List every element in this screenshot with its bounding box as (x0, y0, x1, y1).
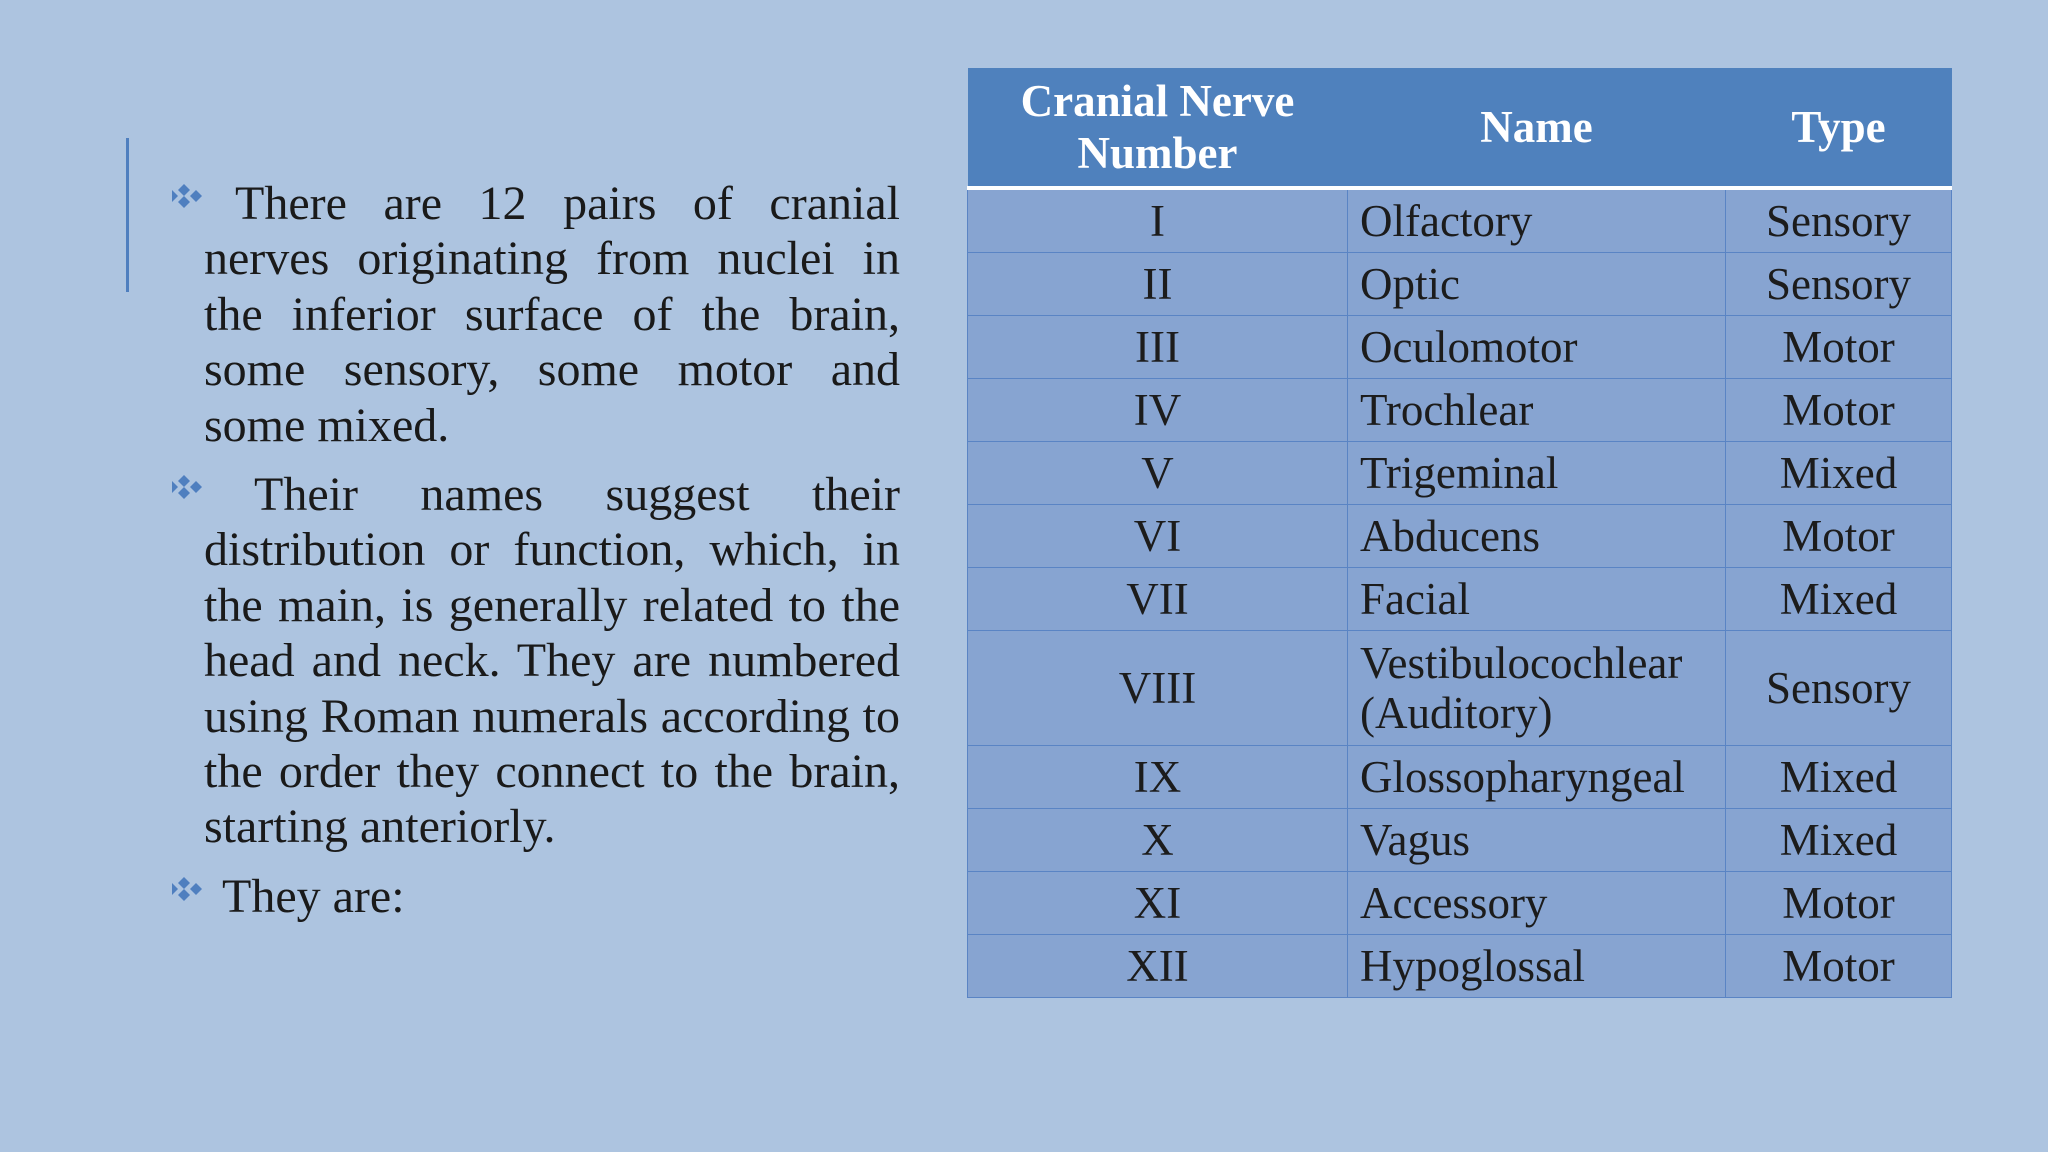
cell-number: X (968, 809, 1348, 872)
cell-type: Motor (1726, 316, 1952, 379)
cell-number: I (968, 188, 1348, 253)
cell-type: Mixed (1726, 809, 1952, 872)
cell-name: Oculomotor (1348, 316, 1726, 379)
table-row (968, 935, 1952, 998)
cell-name: Vagus (1348, 809, 1726, 872)
cell-name: Abducens (1348, 505, 1726, 568)
table-row (968, 188, 1952, 253)
bullet-text: Their names suggest their distribution or function, which, in the main, is generally related to the head and neck. They are numbered using Roman numerals according to the order they connect to the brain, starting anteriorly. (204, 468, 900, 854)
diamond-cluster-bullet-icon (172, 471, 212, 511)
table-row (968, 505, 1952, 568)
table-row (968, 872, 1952, 935)
cell-type: Sensory (1726, 188, 1952, 253)
cell-type: Mixed (1726, 746, 1952, 809)
cell-name: Olfactory (1348, 188, 1726, 253)
table-row (968, 746, 1952, 809)
cranial-nerve-table (967, 68, 1951, 998)
cell-number: VI (968, 505, 1348, 568)
bullet-text: There are 12 pairs of cranial nerves originating from nuclei in the inferior surface of the brain, some sensory, some motor and some mixed. (204, 177, 900, 452)
header-type: Type (1726, 68, 1952, 188)
table-header-row (968, 68, 1952, 188)
cell-name: Glossopharyngeal (1348, 746, 1726, 809)
cell-type: Motor (1726, 872, 1952, 935)
cell-type: Motor (1726, 379, 1952, 442)
cell-number: VII (968, 568, 1348, 631)
cell-name: Facial (1348, 568, 1726, 631)
bullet-text: They are: (222, 869, 405, 923)
cell-name: Trigeminal (1348, 442, 1726, 505)
table-row (968, 568, 1952, 631)
diamond-cluster-bullet-icon (172, 873, 212, 913)
cell-number: XI (968, 872, 1348, 935)
cell-type: Sensory (1726, 631, 1952, 746)
cell-name: Optic (1348, 253, 1726, 316)
cell-name: Trochlear (1348, 379, 1726, 442)
cell-type: Motor (1726, 935, 1952, 998)
bullet-item (180, 869, 900, 924)
cell-name: Vestibulocochlear (Auditory) (1348, 631, 1726, 746)
header-number: Cranial Nerve Number (968, 68, 1348, 188)
table-row (968, 631, 1952, 746)
cell-type: Motor (1726, 505, 1952, 568)
cell-type: Mixed (1726, 568, 1952, 631)
table-row (968, 379, 1952, 442)
cell-number: V (968, 442, 1348, 505)
cell-number: IV (968, 379, 1348, 442)
cell-number: III (968, 316, 1348, 379)
table-row (968, 253, 1952, 316)
cell-number: XII (968, 935, 1348, 998)
header-name: Name (1348, 68, 1726, 188)
table-row (968, 442, 1952, 505)
cell-type: Sensory (1726, 253, 1952, 316)
bullet-list (180, 176, 900, 938)
cell-number: IX (968, 746, 1348, 809)
table-row (968, 809, 1952, 872)
diamond-cluster-bullet-icon (172, 180, 212, 220)
table-row (968, 316, 1952, 379)
cell-number: II (968, 253, 1348, 316)
bullet-item (180, 176, 900, 453)
accent-line (126, 138, 129, 292)
cell-number: VIII (968, 631, 1348, 746)
cell-name: Hypoglossal (1348, 935, 1726, 998)
bullet-item (180, 467, 900, 855)
cell-name: Accessory (1348, 872, 1726, 935)
cell-type: Mixed (1726, 442, 1952, 505)
